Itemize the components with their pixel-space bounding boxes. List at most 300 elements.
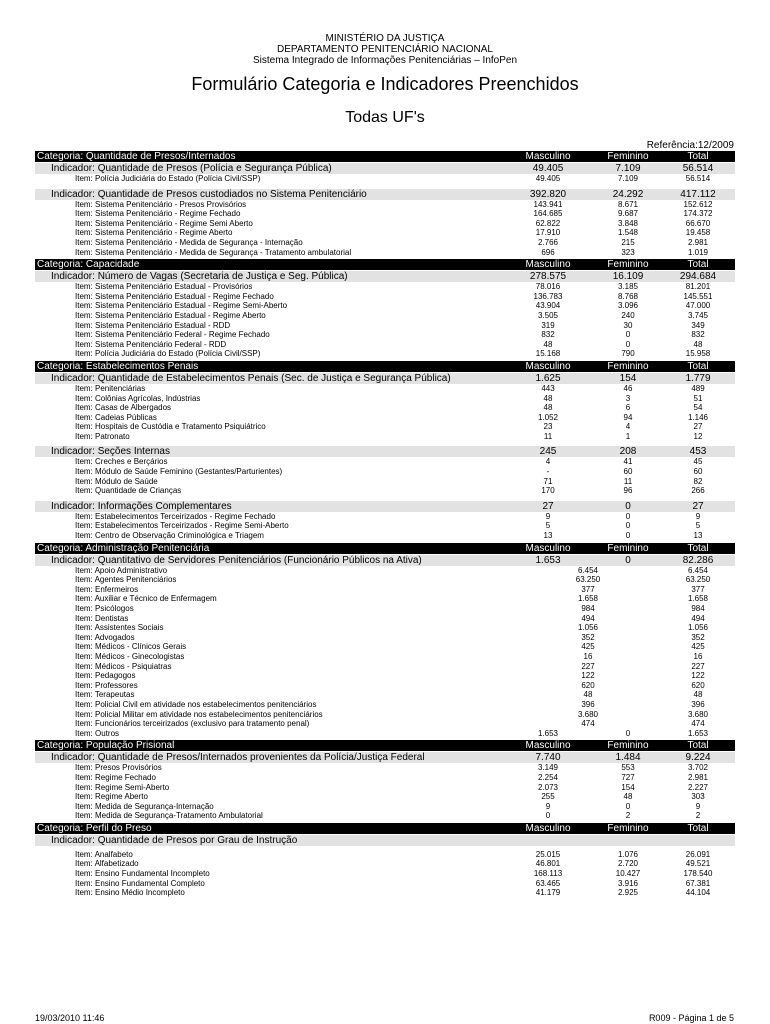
category-label: Categoria: Perfil do Preso [37, 822, 152, 834]
item-male-value: 3.149 [537, 763, 559, 773]
item-female-value: 0 [625, 801, 631, 811]
indicator-male-value: 245 [539, 446, 557, 458]
item-merged-value: 425 [581, 642, 595, 652]
item-row [35, 614, 735, 624]
item-row [35, 850, 735, 860]
item-male-value: 832 [541, 330, 555, 340]
category-row [35, 151, 735, 162]
item-label: Item: Ensino Fundamental Completo [75, 878, 205, 888]
item-total-value: 81.201 [685, 282, 711, 292]
item-merged-value: 63.250 [575, 575, 601, 585]
column-header-male: Masculino [525, 822, 571, 834]
item-total-value: 12 [693, 431, 703, 441]
item-label: Item: Psicólogos [75, 604, 134, 613]
indicator-row [35, 752, 735, 763]
item-row [35, 282, 735, 292]
category-row [35, 543, 735, 554]
item-total-value: 1.056 [687, 623, 709, 633]
system-name: Sistema Integrado de Informações Penitenciárias – InfoPen [252, 55, 518, 66]
item-male-value: 11 [543, 431, 553, 441]
item-total-value: 122 [691, 671, 705, 681]
item-female-value: 2.720 [617, 859, 639, 869]
column-header-female: Feminino [607, 740, 649, 752]
item-row [35, 467, 735, 477]
item-label: Item: Hospitais de Custódia e Tratamento Psiquiátrico [75, 422, 266, 432]
item-row [35, 652, 735, 662]
item-row [35, 575, 735, 585]
indicator-label: Indicador: Quantidade de Presos/Internados provenientes da Polícia/Justiça Federal [51, 752, 425, 764]
item-total-value: 3.680 [687, 709, 709, 719]
item-male-value: 48 [543, 339, 553, 349]
item-male-value: 168.113 [533, 869, 563, 879]
indicator-female-value: 154 [619, 372, 637, 384]
item-total-value: 349 [691, 320, 705, 330]
item-total-value: 54 [693, 403, 703, 413]
item-label: Item: Ensino Médio Incompleto [75, 888, 185, 898]
item-row [35, 340, 735, 350]
column-header-total: Total [687, 542, 709, 554]
item-female-value: 0 [625, 330, 631, 340]
item-label: Item: Terapeutas [75, 690, 135, 700]
item-row [35, 710, 735, 720]
item-label: Item: Sistema Penitenciário Estadual - RDD [75, 320, 231, 330]
item-merged-value: 1.658 [577, 594, 599, 604]
indicator-row [35, 189, 735, 200]
item-female-value: 94 [623, 412, 633, 422]
indicator-total-value: 417.112 [680, 188, 716, 200]
item-label: Item: Sistema Penitenciário - Medida de Segurança - Tratamento ambulatorial [75, 247, 352, 257]
item-label: Item: Estabelecimentos Terceirizados - Regime Fechado [75, 511, 276, 521]
item-total-value: 9 [695, 801, 701, 811]
item-female-value: 46 [623, 383, 633, 393]
item-row [35, 422, 735, 432]
item-row [35, 763, 735, 773]
item-label: Item: Funcionários terceirizados (exclusivo para tratamento penal) [75, 719, 310, 729]
item-row [35, 321, 735, 331]
item-label: Item: Sistema Penitenciário Federal - RDD [75, 339, 227, 349]
item-male-value: 2.766 [537, 237, 559, 247]
item-label: Item: Colônias Agrícolas, Indústrias [75, 393, 201, 403]
item-total-value: 352 [691, 632, 705, 642]
item-female-value: 240 [621, 310, 635, 320]
item-label: Item: Sistema Penitenciário - Regime Aberto [75, 228, 233, 238]
column-header-male: Masculino [525, 542, 571, 554]
item-label: Item: Quantidade de Crianças [75, 486, 182, 496]
item-total-value: 3.745 [687, 310, 709, 320]
item-male-value: 0 [545, 811, 551, 821]
item-row [35, 811, 735, 821]
item-total-value: 489 [691, 383, 705, 393]
item-total-value: 5 [695, 521, 701, 531]
item-male-value: 2.254 [537, 772, 559, 782]
item-row [35, 869, 735, 879]
item-male-value: 319 [541, 320, 555, 330]
indicator-male-value: 7.740 [535, 752, 561, 764]
item-row [35, 228, 735, 238]
item-label: Item: Assistentes Sociais [75, 623, 164, 633]
column-header-female: Feminino [607, 151, 649, 162]
item-merged-value: 494 [581, 613, 595, 623]
item-label: Item: Polícia Judiciária do Estado (Polícia Civil/SSP) [75, 349, 261, 359]
item-merged-value: 6.454 [577, 565, 599, 575]
indicator-label: Indicador: Número de Vagas (Secretaria de Justiça e Seg. Pública) [51, 271, 348, 283]
item-row [35, 671, 735, 681]
column-header-total: Total [687, 740, 709, 752]
item-female-value: 3 [625, 393, 631, 403]
indicator-total-value: 453 [689, 446, 707, 458]
item-total-value: 174.372 [683, 209, 713, 219]
item-female-value: 323 [621, 247, 635, 257]
indicator-row [35, 501, 735, 512]
item-total-value: 63.250 [685, 575, 711, 585]
item-female-value: 3.916 [617, 878, 639, 888]
item-row [35, 700, 735, 710]
item-row [35, 585, 735, 595]
item-row [35, 888, 735, 898]
item-row [35, 802, 735, 812]
indicator-label: Indicador: Quantidade de Presos (Polícia e Segurança Pública) [51, 163, 332, 174]
indicator-label: Indicador: Quantidade de Presos custodiados no Sistema Penitenciário [51, 188, 367, 200]
item-total-value: 2.981 [687, 237, 709, 247]
item-male-value: 255 [541, 792, 555, 802]
item-female-value: 553 [621, 763, 635, 773]
item-row [35, 642, 735, 652]
item-row [35, 566, 735, 576]
category-label: Categoria: Quantidade de Presos/Internados [37, 151, 236, 162]
footer-page: R009 - Página 1 de 5 [648, 1013, 734, 1023]
item-female-value: 1 [625, 431, 631, 441]
item-label: Item: Sistema Penitenciário Estadual - Regime Aberto [75, 310, 266, 320]
category-label: Categoria: Capacidade [37, 259, 140, 271]
item-label: Item: Auxiliar e Técnico de Enfermagem [75, 594, 217, 604]
item-label: Item: Creches e Berçários [75, 457, 168, 467]
reference-date: Referência:12/2009 [646, 140, 734, 151]
item-female-value: 3.096 [617, 301, 639, 311]
item-row [35, 486, 735, 496]
item-total-value: 13 [693, 531, 703, 541]
item-total-value: 377 [691, 584, 705, 594]
indicator-male-value: 392.820 [529, 188, 567, 200]
indicator-female-value: 208 [619, 446, 637, 458]
item-male-value: 164.685 [533, 209, 563, 219]
item-female-value: 0 [625, 531, 631, 541]
indicator-row [35, 555, 735, 566]
item-merged-value: 396 [581, 699, 595, 709]
item-male-value: 49.405 [535, 174, 561, 183]
item-row [35, 413, 735, 423]
indicator-female-value: 7.109 [615, 163, 641, 174]
item-female-value: 154 [621, 782, 635, 792]
column-header-total: Total [687, 259, 709, 271]
item-row [35, 394, 735, 404]
item-merged-value: 620 [581, 680, 595, 690]
item-row [35, 311, 735, 321]
item-male-value: 17.910 [535, 228, 561, 238]
indicator-male-value: 1.625 [535, 372, 561, 384]
item-total-value: 16 [693, 651, 703, 661]
item-female-value: 2.925 [617, 888, 639, 898]
item-male-value: 4 [545, 457, 551, 467]
report-table [35, 151, 735, 898]
item-row [35, 248, 735, 258]
item-male-value: 136.783 [533, 291, 563, 301]
item-total-value: 2.981 [687, 772, 709, 782]
item-label: Item: Medida de Segurança-Internação [75, 801, 214, 811]
item-male-value: 62.822 [535, 218, 561, 228]
item-label: Item: Policial Civil em atividade nos estabelecimentos penitenciários [75, 699, 317, 709]
column-header-female: Feminino [607, 542, 649, 554]
item-female-value: 60 [623, 467, 633, 477]
item-total-value: 26.091 [685, 849, 711, 859]
item-male-value: 5 [545, 521, 551, 531]
item-total-value: 56.514 [685, 174, 711, 183]
item-total-value: 620 [691, 680, 705, 690]
indicator-row [35, 446, 735, 457]
item-label: Item: Analfabeto [75, 849, 133, 859]
item-female-value: 11 [623, 476, 633, 486]
item-male-value: 78.016 [535, 282, 561, 292]
item-total-value: 6.454 [687, 565, 709, 575]
item-male-value: 696 [541, 247, 555, 257]
item-male-value: 13 [543, 531, 553, 541]
item-female-value: 790 [621, 349, 635, 359]
indicator-row [35, 373, 735, 384]
item-merged-value: 474 [581, 719, 595, 729]
item-label: Item: Penitenciárias [75, 383, 146, 393]
item-total-value: 67.381 [685, 878, 711, 888]
item-row [35, 477, 735, 487]
item-label: Item: Apoio Administrativo [75, 565, 168, 575]
item-female-value: 96 [623, 486, 633, 496]
item-male-value: - [546, 467, 550, 477]
item-row [35, 594, 735, 604]
item-row [35, 662, 735, 672]
item-merged-value: 1.056 [577, 623, 599, 633]
item-row [35, 729, 735, 739]
item-label: Item: Dentistas [75, 613, 129, 623]
indicator-male-value: 1.653 [535, 554, 561, 566]
item-male-value: 1.052 [537, 412, 559, 422]
item-label: Item: Sistema Penitenciário - Presos Provisórios [75, 199, 247, 209]
item-female-value: 2 [625, 811, 631, 821]
item-total-value: 48 [693, 339, 703, 349]
item-row [35, 783, 735, 793]
item-label: Item: Centro de Observação Criminológica e Triagem [75, 531, 264, 541]
item-merged-value: 122 [581, 671, 595, 681]
item-male-value: 9 [545, 511, 551, 521]
item-label: Item: Sistema Penitenciário - Regime Semi Aberto [75, 218, 253, 228]
indicator-label: Indicador: Quantitativo de Servidores Penitenciários (Funcionário Públicos na Ativa) [51, 554, 422, 566]
item-male-value: 170 [541, 486, 555, 496]
item-label: Item: Médicos - Ginecologistas [75, 651, 185, 661]
item-total-value: 44.104 [685, 888, 711, 898]
item-label: Item: Regime Semi-Aberto [75, 782, 170, 792]
item-row [35, 879, 735, 889]
item-total-value: 494 [691, 613, 705, 623]
item-label: Item: Alfabetizado [75, 859, 139, 869]
item-female-value: 8.671 [617, 199, 639, 209]
report-title: Formulário Categoria e Indicadores Preenchidos [191, 74, 579, 94]
item-row [35, 681, 735, 691]
item-label: Item: Presos Provisórios [75, 763, 162, 773]
item-total-value: 1.146 [687, 412, 709, 422]
item-label: Item: Estabelecimentos Terceirizados - Regime Semi-Aberto [75, 521, 289, 531]
category-row [35, 740, 735, 751]
indicator-total-value: 294.684 [679, 271, 717, 283]
item-label: Item: Polícia Judiciária do Estado (Polícia Civil/SSP) [75, 174, 261, 183]
item-row [35, 219, 735, 229]
item-row [35, 209, 735, 219]
item-female-value: 0 [625, 521, 631, 531]
item-female-value: 8.768 [617, 291, 639, 301]
indicator-row [35, 835, 735, 846]
item-female-value: 0 [625, 728, 631, 738]
item-female-value: 727 [621, 772, 635, 782]
column-header-female: Feminino [607, 822, 649, 834]
item-merged-value: 352 [581, 632, 595, 642]
item-merged-value: 984 [581, 604, 595, 613]
item-label: Item: Sistema Penitenciário Estadual - Provisórios [75, 282, 253, 292]
item-row [35, 521, 735, 531]
item-total-value: 1.658 [687, 594, 709, 604]
item-total-value: 45 [693, 457, 703, 467]
item-merged-value: 48 [583, 690, 593, 700]
item-total-value: 2.227 [687, 782, 709, 792]
item-total-value: 984 [691, 604, 705, 613]
indicator-female-value: 0 [625, 554, 631, 566]
indicator-female-value: 24.292 [612, 188, 644, 200]
item-male-value: 41.179 [535, 888, 561, 898]
item-label: Item: Sistema Penitenciário - Medida de Segurança - Internação [75, 237, 303, 247]
item-female-value: 1.076 [617, 849, 639, 859]
item-female-value: 215 [621, 237, 635, 247]
category-label: Categoria: Administração Penitenciária [37, 542, 210, 554]
item-male-value: 25.015 [535, 849, 561, 859]
item-label: Item: Regime Aberto [75, 792, 148, 802]
indicator-total-value: 82.286 [682, 554, 714, 566]
item-total-value: 396 [691, 699, 705, 709]
indicator-male-value: 27 [542, 500, 554, 512]
indicator-label: Indicador: Quantidade de Presos por Grau de Instrução [51, 834, 298, 846]
item-male-value: 46.801 [535, 859, 561, 869]
item-merged-value: 3.680 [577, 709, 599, 719]
item-total-value: 425 [691, 642, 705, 652]
column-header-male: Masculino [525, 259, 571, 271]
item-row [35, 623, 735, 633]
column-header-female: Feminino [607, 259, 649, 271]
item-row [35, 292, 735, 302]
item-male-value: 9 [545, 801, 551, 811]
item-row [35, 349, 735, 359]
item-female-value: 41 [623, 457, 633, 467]
item-total-value: 66.670 [685, 218, 711, 228]
item-row [35, 512, 735, 522]
item-female-value: 0 [625, 339, 631, 349]
item-row [35, 384, 735, 394]
item-row [35, 719, 735, 729]
item-row [35, 604, 735, 614]
item-female-value: 4 [625, 422, 631, 432]
item-total-value: 27 [693, 422, 703, 432]
item-label: Item: Sistema Penitenciário Estadual - Regime Semi-Aberto [75, 301, 288, 311]
column-header-male: Masculino [525, 360, 571, 372]
item-male-value: 3.505 [537, 310, 559, 320]
item-total-value: 145.551 [683, 291, 713, 301]
item-male-value: 443 [541, 383, 555, 393]
item-row [35, 330, 735, 340]
item-total-value: 82 [693, 476, 703, 486]
item-female-value: 10.427 [615, 869, 641, 879]
column-header-male: Masculino [525, 151, 571, 162]
item-label: Item: Cadeias Públicas [75, 412, 157, 422]
item-row [35, 531, 735, 541]
item-female-value: 3.848 [617, 218, 639, 228]
item-label: Item: Médicos - Clínicos Gerais [75, 642, 187, 652]
item-total-value: 303 [691, 792, 705, 802]
item-label: Item: Sistema Penitenciário Federal - Regime Fechado [75, 330, 270, 340]
item-label: Item: Pedagogos [75, 671, 136, 681]
item-male-value: 15.168 [535, 349, 561, 359]
item-merged-value: 16 [583, 651, 593, 661]
item-label: Item: Policial Militar em atividade nos estabelecimentos penitenciários [75, 709, 323, 719]
item-male-value: 143.941 [533, 199, 563, 209]
item-total-value: 15.958 [685, 349, 711, 359]
item-label: Item: Sistema Penitenciário - Regime Fechado [75, 209, 241, 219]
indicator-row [35, 163, 735, 174]
indicator-total-value: 9.224 [685, 752, 711, 764]
item-row [35, 690, 735, 700]
indicator-label: Indicador: Informações Complementares [51, 500, 232, 512]
indicator-female-value: 0 [625, 500, 631, 512]
item-female-value: 1.548 [617, 228, 639, 238]
item-female-value: 48 [623, 792, 633, 802]
item-female-value: 7.109 [617, 174, 639, 183]
item-total-value: 227 [691, 661, 705, 671]
item-total-value: 9 [695, 511, 701, 521]
item-row [35, 792, 735, 802]
item-label: Item: Médicos - Psiquiatras [75, 661, 172, 671]
indicator-label: Indicador: Quantidade de Estabelecimentos Penais (Sec. de Justiça e Segurança Pública) [51, 372, 451, 384]
indicator-total-value: 56.514 [682, 163, 714, 174]
column-header-total: Total [687, 151, 709, 162]
ministry-name: MINISTÉRIO DA JUSTIÇA [325, 33, 445, 44]
indicator-label: Indicador: Seções Internas [51, 446, 170, 458]
item-row [35, 403, 735, 413]
item-total-value: 832 [691, 330, 705, 340]
item-label: Item: Medida de Segurança-Tratamento Ambulatorial [75, 811, 263, 821]
item-label: Item: Ensino Fundamental Incompleto [75, 869, 210, 879]
item-label: Item: Outros [75, 728, 120, 738]
item-row [35, 200, 735, 210]
item-total-value: 1.019 [687, 247, 709, 257]
item-total-value: 474 [691, 719, 705, 729]
item-label: Item: Patronato [75, 431, 130, 441]
item-total-value: 3.702 [687, 763, 709, 773]
item-total-value: 2 [695, 811, 701, 821]
item-label: Item: Professores [75, 680, 138, 690]
item-male-value: 1.653 [537, 728, 559, 738]
category-row [35, 361, 735, 372]
item-row [35, 432, 735, 442]
department-name: DEPARTAMENTO PENITENCIÁRIO NACIONAL [277, 44, 493, 55]
indicator-male-value: 49.405 [532, 163, 564, 174]
item-row [35, 859, 735, 869]
column-header-total: Total [687, 822, 709, 834]
item-label: Item: Advogados [75, 632, 135, 642]
category-row [35, 259, 735, 270]
column-header-male: Masculino [525, 740, 571, 752]
indicator-female-value: 1.484 [615, 752, 641, 764]
